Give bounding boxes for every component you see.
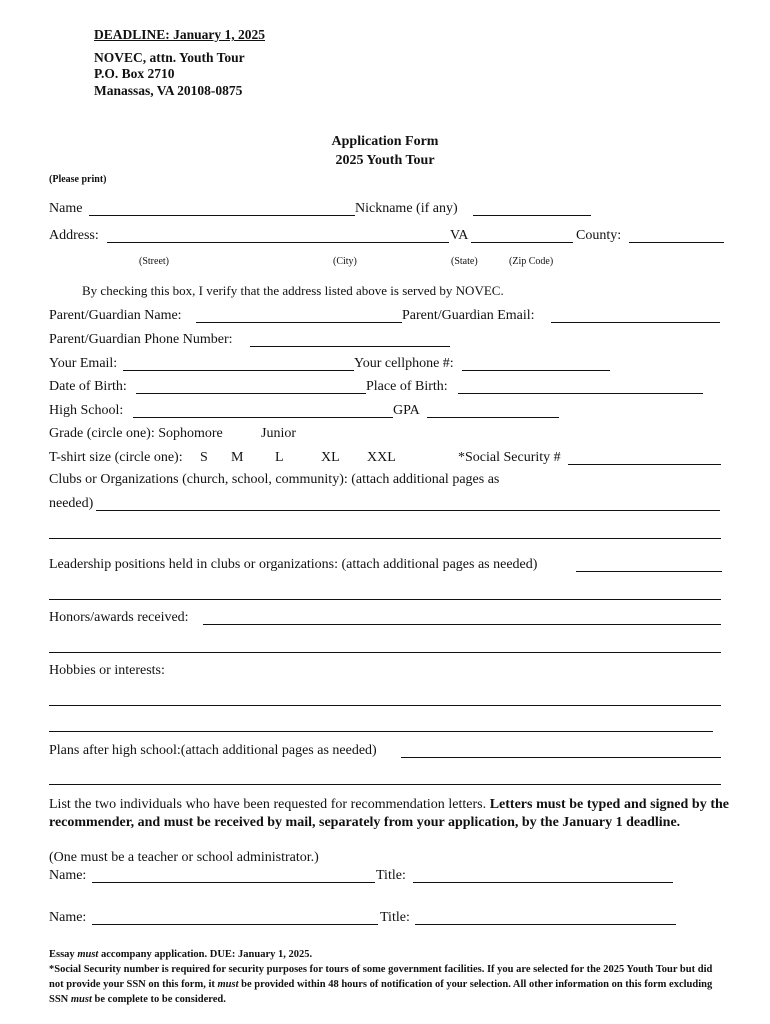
- recommender2-title-field[interactable]: [415, 924, 676, 925]
- recommender1-title-label: Title:: [376, 868, 406, 883]
- county-field[interactable]: [629, 242, 724, 243]
- recommender1-name-label: Name:: [49, 868, 87, 883]
- deadline-text: DEADLINE: January 1, 2025: [94, 27, 266, 42]
- gpa-label: GPA: [393, 403, 420, 418]
- mailing-address-line1: NOVEC, attn. Youth Tour: [94, 50, 245, 65]
- clubs-label-line2: needed): [49, 496, 94, 511]
- honors-field-line2[interactable]: [49, 652, 721, 653]
- plans-field-line1[interactable]: [401, 757, 721, 758]
- recommendation-instructions: [49, 796, 729, 832]
- guardian-email-field[interactable]: [551, 322, 720, 323]
- tshirt-label: T-shirt size (circle one):: [49, 450, 183, 465]
- honors-field-line1[interactable]: [203, 624, 721, 625]
- mailing-address-line3: Manassas, VA 20108-0875: [94, 83, 243, 98]
- name-field[interactable]: [89, 215, 355, 216]
- grade-label[interactable]: Grade (circle one): Sophomore: [49, 426, 223, 441]
- essay-note-b: accompany application. DUE: January 1, 2025.: [98, 949, 313, 960]
- high-school-field[interactable]: [133, 417, 393, 418]
- recommendation-text-bold: Letters must be typed and signed by the recommender, and must be received by mail, separately from your application, by the January 1 deadline.: [49, 797, 729, 830]
- leadership-field-line1[interactable]: [576, 571, 722, 572]
- name-label: Name: [49, 201, 83, 216]
- pob-field[interactable]: [458, 393, 703, 394]
- essay-note: [49, 947, 729, 962]
- recommendation-text: List the two individuals who have been requested for recommendation letters.: [49, 797, 490, 812]
- dob-label: Date of Birth:: [49, 379, 127, 394]
- guardian-email-label: Parent/Guardian Email:: [402, 308, 535, 323]
- leadership-field-line2[interactable]: [49, 599, 721, 600]
- recommendation-note: (One must be a teacher or school administrator.): [49, 850, 319, 865]
- zip-field[interactable]: [471, 242, 573, 243]
- tshirt-size-m[interactable]: M: [231, 450, 244, 465]
- tshirt-size-xxl[interactable]: XXL: [367, 450, 396, 465]
- state-caption: (State): [451, 256, 478, 267]
- ssn-note-b: be provided within 48 hours of notification of your selection. All other information on this form excluding SSN: [49, 979, 713, 1005]
- nickname-field[interactable]: [473, 215, 591, 216]
- tshirt-size-s[interactable]: S: [200, 450, 208, 465]
- hobbies-field-line1[interactable]: [49, 705, 721, 706]
- form-title: Application Form: [331, 134, 439, 149]
- guardian-name-field[interactable]: [196, 322, 402, 323]
- honors-label: Honors/awards received:: [49, 610, 189, 625]
- nickname-label: Nickname (if any): [355, 201, 458, 216]
- cellphone-label: Your cellphone #:: [354, 356, 454, 371]
- recommender1-title-field[interactable]: [413, 882, 673, 883]
- essay-note-must: must: [77, 949, 99, 960]
- zip-caption: (Zip Code): [509, 256, 554, 267]
- recommender2-name-label: Name:: [49, 910, 87, 925]
- guardian-name-label: Parent/Guardian Name:: [49, 308, 182, 323]
- plans-field-line2[interactable]: [49, 784, 721, 785]
- state-va-label: VA: [450, 228, 469, 243]
- clubs-field-line2[interactable]: [49, 538, 721, 539]
- ssn-note-c: be complete to be considered.: [91, 994, 226, 1005]
- hobbies-label: Hobbies or interests:: [49, 663, 165, 678]
- guardian-phone-field[interactable]: [250, 346, 450, 347]
- recommender2-title-label: Title:: [380, 910, 410, 925]
- tshirt-size-l[interactable]: L: [275, 450, 284, 465]
- mailing-address-line2: P.O. Box 2710: [94, 66, 175, 81]
- address-field[interactable]: [107, 242, 449, 243]
- please-print-note: (Please print): [49, 174, 107, 185]
- essay-note-a: Essay: [49, 949, 78, 960]
- high-school-label: High School:: [49, 403, 124, 418]
- cellphone-field[interactable]: [462, 370, 610, 371]
- clubs-field-line1[interactable]: [96, 510, 720, 511]
- leadership-label: Leadership positions held in clubs or organizations: (attach additional pages as needed): [49, 557, 538, 572]
- ssn-note-must2: must: [70, 994, 92, 1005]
- form-subtitle: 2025 Youth Tour: [335, 153, 435, 168]
- hobbies-field-line2[interactable]: [49, 731, 713, 732]
- clubs-label-line1: Clubs or Organizations (church, school, community): (attach additional pages as: [49, 472, 500, 487]
- your-email-label: Your Email:: [49, 356, 118, 371]
- tshirt-size-xl[interactable]: XL: [321, 450, 340, 465]
- city-caption: (City): [333, 256, 357, 267]
- recommender2-name-field[interactable]: [92, 924, 378, 925]
- ssn-note-a: *Social Security number is required for security purposes for tours of some government facilities. If you are selected for the 2025 Youth Tour but did not provide your SSN on this form, it: [49, 964, 713, 990]
- plans-label: Plans after high school:(attach additional pages as needed): [49, 743, 377, 758]
- county-label: County:: [576, 228, 622, 243]
- pob-label: Place of Birth:: [366, 379, 448, 394]
- address-label: Address:: [49, 228, 99, 243]
- ssn-note-must: must: [217, 979, 239, 990]
- street-caption: (Street): [139, 256, 169, 267]
- dob-field[interactable]: [136, 393, 366, 394]
- ssn-note: [49, 962, 729, 1007]
- grade-junior-option[interactable]: Junior: [261, 426, 296, 441]
- gpa-field[interactable]: [427, 417, 559, 418]
- guardian-phone-label: Parent/Guardian Phone Number:: [49, 332, 233, 347]
- recommender1-name-field[interactable]: [92, 882, 375, 883]
- ssn-field[interactable]: [568, 464, 721, 465]
- verify-address-checkbox[interactable]: By checking this box, I verify that the address listed above is served by NOVEC.: [82, 283, 504, 298]
- your-email-field[interactable]: [123, 370, 354, 371]
- ssn-label: *Social Security #: [458, 450, 561, 465]
